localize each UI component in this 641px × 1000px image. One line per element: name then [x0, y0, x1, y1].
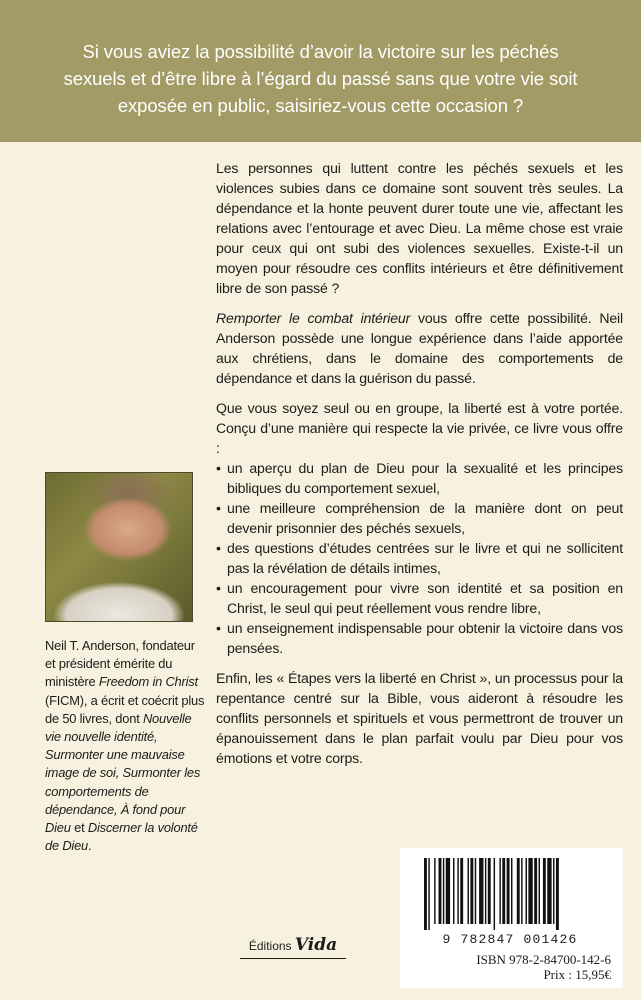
bio-text: Neil T. Anderson, fondateur et président émérite du ministère [45, 638, 195, 690]
list-item: • un aperçu du plan de Dieu pour la sexualité et les principes bibliques du comportement sexuel, [216, 458, 623, 498]
list-item: • des questions d’études centrées sur le livre et qui ne sollicitent pas la révélation de détails intimes, [216, 538, 623, 578]
headline-line: Si vous aviez la possibilité d’avoir la victoire sur les péchés [82, 41, 559, 62]
barcode-icon [422, 858, 602, 930]
book-title: Discerner la volonté de Dieu [45, 820, 198, 854]
paragraph-book-text: vous offre cette possibilité. Neil Anderson possède une longue expérience dans l’aide apportée aux chrétiens, dans le domaine des comportements de dépendance et dans la guérison du passé. [216, 310, 624, 386]
bio-text: (FICM), a écrit et coécrit plus de 50 livres, dont [45, 692, 205, 726]
headline-banner [0, 0, 641, 142]
publisher-name: Vida [294, 935, 338, 955]
isbn-block [476, 952, 611, 982]
publisher-prefix: Éditions [248, 939, 292, 953]
paragraph-steps: Enfin, les « Étapes vers la liberté en Christ », un processus pour la repentance centré sur la Bible, vous aideront à résoudre les conflits personnels et spirituels et vous permettront de trouver un épanouissement dans le plan parfait voulu par Dieu pour vos émotions et votre corps. [216, 670, 623, 766]
list-item: • un enseignement indispensable pour obtenir la victoire dans vos pensées. [216, 618, 623, 658]
publisher-logo [233, 935, 353, 955]
author-photo [45, 472, 193, 622]
list-item: • un encouragement pour vivre son identité et sa position en Christ, le seul qui peut réellement vous rendre libre, [216, 578, 623, 618]
bio-text: . [88, 838, 92, 854]
book-list: Nouvelle vie nouvelle identité, Surmonter une mauvaise image de soi, Surmonter les comportements de dépendance, À fond pour Dieu [45, 710, 201, 836]
divider [240, 958, 346, 959]
barcode-digits: 9 782847 001426 [442, 932, 578, 947]
paragraph-intro: Les personnes qui luttent contre les péchés sexuels et les violences subies dans ce domaine sont souvent très seules. La dépendance et la honte peuvent durer toute une vie, affectant les relations avec l’entourage et avec Dieu. La même chose est vraie pour ceux qui ont subi des violences sexuelles. Existe-t-il un moyen pour résoudre ces conflits intérieurs et être définitivement libre de son passé ? [216, 160, 623, 296]
bio-text: et [70, 820, 88, 836]
price: Prix : 15,95€ [543, 967, 611, 982]
barcode-panel [400, 848, 623, 988]
paragraph-offer: Que vous soyez seul ou en groupe, la liberté est à votre portée. Conçu d’une manière qui respecte la vie privée, ce livre vous offre : [216, 400, 623, 456]
headline-line: exposée en public, saisiriez-vous cette occasion ? [117, 95, 524, 116]
description-body [216, 158, 623, 778]
list-item: • une meilleure compréhension de la manière dont on peut devenir prisonnier des péchés sexuels, [216, 498, 623, 538]
benefits-list [216, 458, 623, 658]
headline-line: sexuels et d’être libre à l’égard du passé sans que votre vie soit [63, 68, 578, 89]
ministry-name: Freedom in Christ [98, 674, 198, 690]
book-title: Remporter le combat intérieur [216, 310, 411, 326]
isbn-number: ISBN 978-2-84700-142-6 [476, 952, 611, 967]
paragraph-book [216, 308, 623, 388]
author-bio [45, 637, 205, 855]
